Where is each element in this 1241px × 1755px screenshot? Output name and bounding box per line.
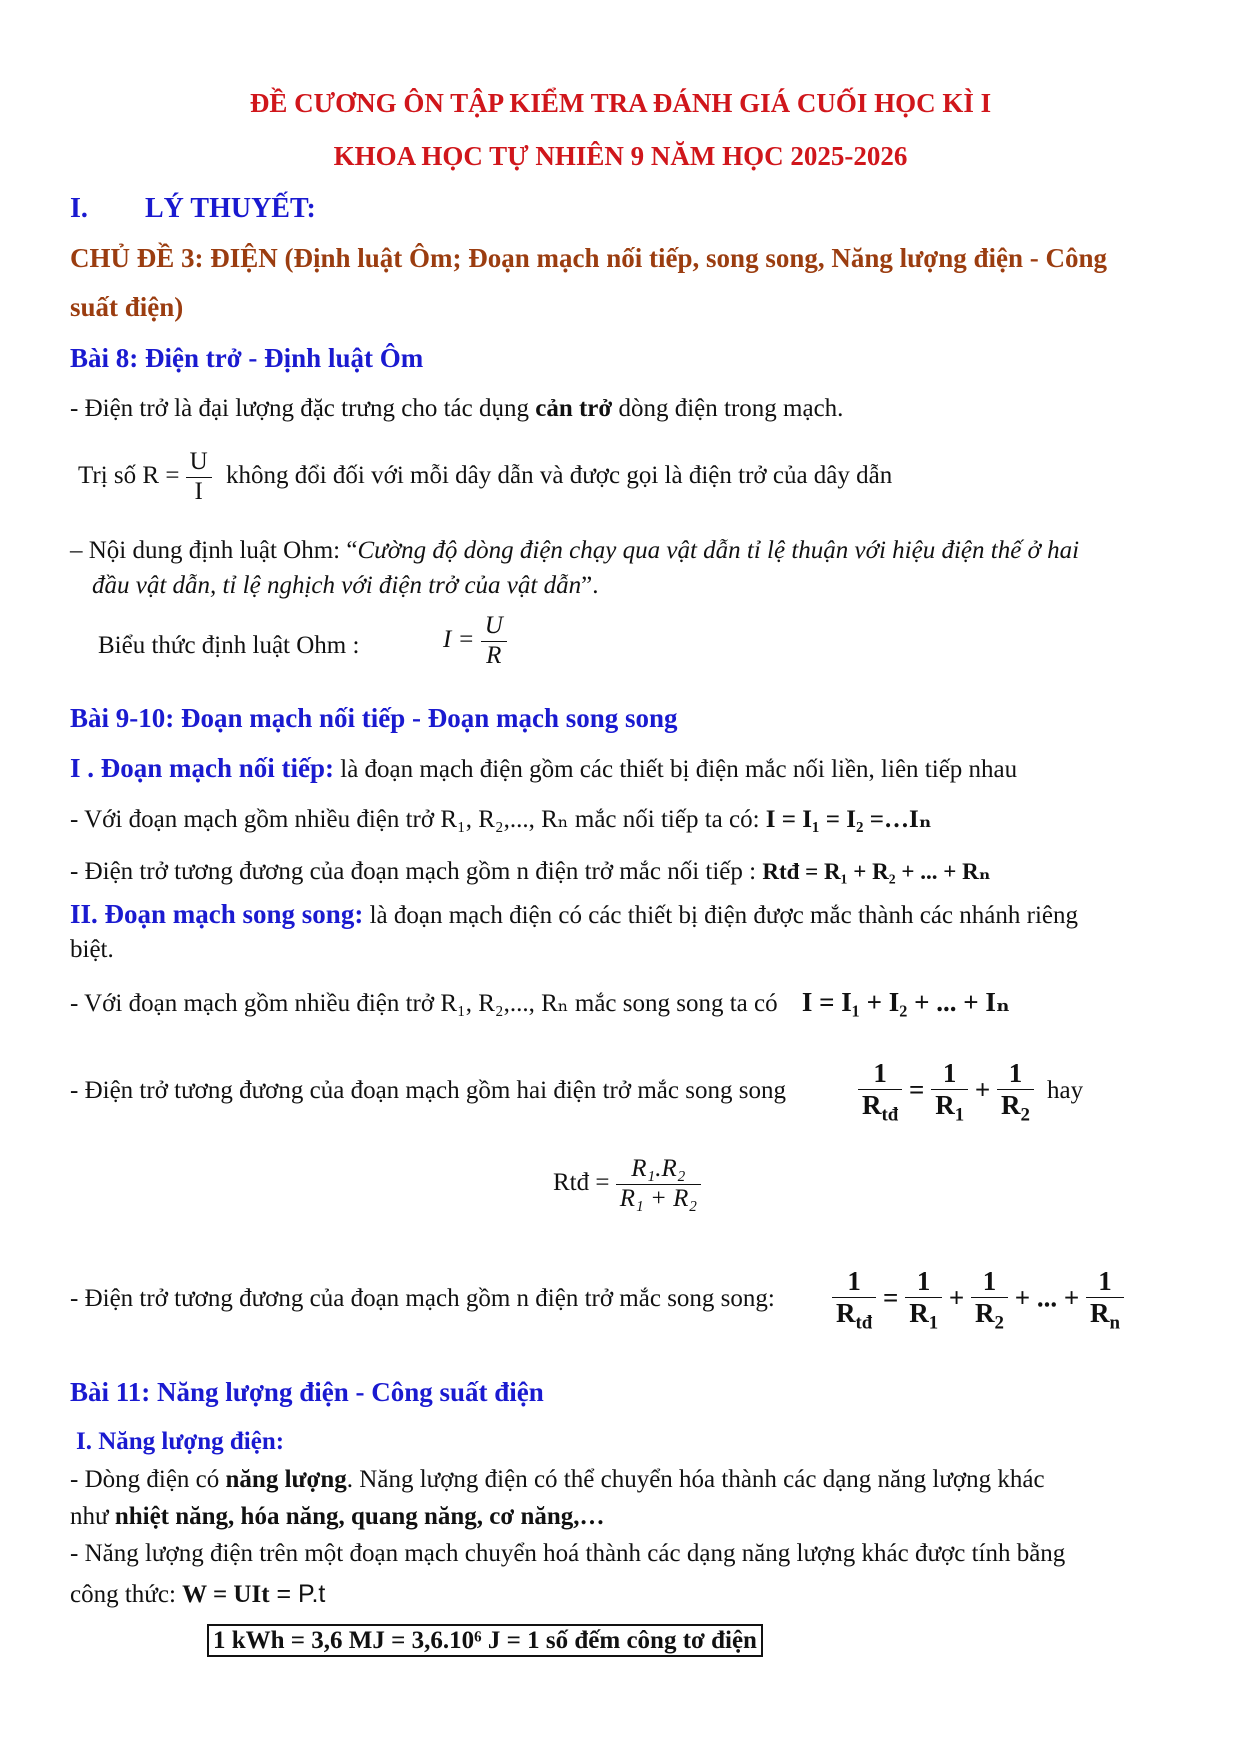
hay-word: hay [1047,1077,1084,1104]
doc-title-1: ĐỀ CƯƠNG ÔN TẬP KIỂM TRA ĐÁNH GIÁ CUỐI HỌC KÌ I [249,88,992,118]
topic-line-1: CHỦ ĐỀ 3: ĐIỆN (Định luật Ôm; Đoạn mạch nối tiếp, song song, Năng lượng điện - Công [70,243,1108,273]
energy-paragraph-2: như nhiệt năng, hóa năng, quang năng, cơ năng,… [70,1503,605,1530]
tri-so-rest: không đổi đối với mỗi dây dẫn và được gọi là điện trở của dây dẫn [225,461,893,489]
section-number: I. [70,193,88,224]
series-definition: I . Đoạn mạch nối tiếp: là đoạn mạch điện gồm các thiết bị điện mắc nối liền, liên tiếp nhau [70,753,1018,783]
energy-paragraph-3: - Năng lượng điện trên một đoạn mạch chuyển hoá thành các dạng năng lượng khác được tính bằng [70,1540,1066,1567]
series-current: - Với đoạn mạch gồm nhiều điện trở R₁, R₂,..., Rₙ mắc nối tiếp ta có: I = I₁ = I₂ =…Iₙ [70,806,932,833]
rtd-product-formula: Rtđ = $\frac{\text{R₁.R₂}}{\text{R₁ + R₂}}$ [553,1155,701,1214]
parallel-resistance-n-label: - Điện trở tương đương của đoạn mạch gồm n điện trở mắc song song: [70,1285,775,1312]
energy-formula-line: công thức: W = UIt = P.t [70,1580,326,1608]
parallel-resistance-two-label: - Điện trở tương đương của đoạn mạch gồm hai điện trở mắc song song [70,1077,786,1104]
parallel-resistance-two-formula: $\frac{1}{R_{tđ}}$ = $\frac{1}{R_1}$ + $\frac{1}{R_2}$ [858,1058,1034,1126]
doc-title-2: KHOA HỌC TỰ NHIÊN 9 NĂM HỌC 2025-2026 [333,141,908,171]
section-title: LÝ THUYẾT: [145,193,316,224]
resistance-definition [78,448,892,507]
ohm-law-content: – Nội dung định luật Ohm: “Cường độ dòng điện chạy qua vật dẫn tỉ lệ thuận với hiệu điện thế ở hai [70,537,1080,564]
bai11-heading: Bài 11: Năng lượng điện - Công suất điện [70,1377,544,1407]
bai910-heading: Bài 9-10: Đoạn mạch nối tiếp - Đoạn mạch song song [70,703,678,733]
ohm-law-content-2: đầu vật dẫn, tỉ lệ nghịch với điện trở của vật dẫn”. [92,572,599,599]
energy-subheading: I. Năng lượng điện: [76,1428,285,1455]
bai8-paragraph-1: - Điện trở là đại lượng đặc trưng cho tác dụng cản trở dòng điện trong mạch. [70,395,844,422]
parallel-definition-2: biệt. [70,936,114,963]
parallel-definition: II. Đoạn mạch song song: là đoạn mạch điện có các thiết bị điện được mắc thành các nhánh riêng [70,899,1078,929]
kwh-conversion-box: 1 kWh = 3,6 MJ = 3,6.10⁶ J = 1 số đếm công tơ điện [207,1627,763,1655]
topic-line-2: suất điện) [70,292,184,322]
tri-so-label: Trị số R = [78,461,180,489]
fraction-u-over-i: $\frac{U}{I}$ [186,448,212,507]
energy-paragraph-1: - Dòng điện có năng lượng. Năng lượng điện có thể chuyển hóa thành các dạng năng lượng khác [70,1466,1045,1493]
parallel-current: - Với đoạn mạch gồm nhiều điện trở R₁, R₂,..., Rₙ mắc song song ta có I = I₁ + I₂ + ... + Iₙ [70,987,1010,1017]
bai8-heading: Bài 8: Điện trở - Định luật Ôm [70,343,424,373]
series-resistance: - Điện trở tương đương của đoạn mạch gồm n điện trở mắc nối tiếp : Rtđ = R₁ + R₂ + ... + Rₙ [70,858,991,885]
parallel-resistance-n-formula: $\frac{1}{R_{tđ}}$ = $\frac{1}{R_1}$ + $\frac{1}{R_2}$ + ... + $\frac{1}{R_n}$ [832,1266,1124,1334]
ohm-expression-label: Biểu thức định luật Ohm : [98,632,360,659]
ohm-expression: I = $\frac{U}{R}$ [443,612,507,671]
